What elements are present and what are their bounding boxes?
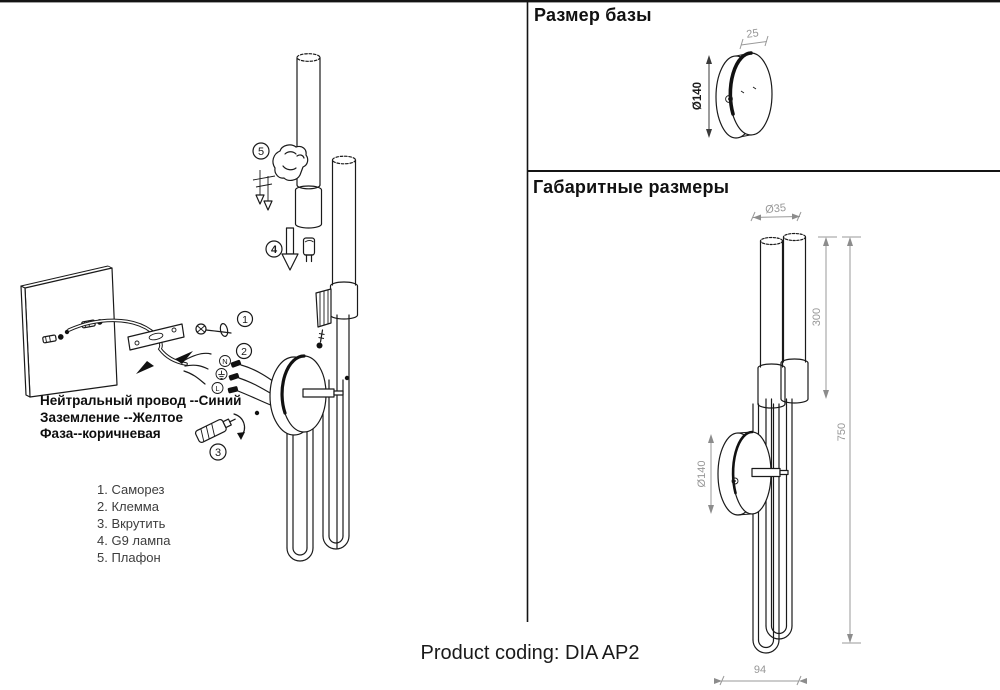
ground-terminal-icon [216, 369, 227, 380]
wire-label-neutral: Нейтральный провод --Синий [40, 393, 242, 408]
dim-base-depth [740, 27, 768, 49]
svg-text:300: 300 [811, 307, 823, 327]
dim-base-diameter-side [696, 434, 714, 514]
overall-size-drawing [696, 202, 861, 685]
svg-text:Ø35: Ø35 [764, 201, 787, 217]
svg-text:5: 5 [257, 146, 265, 158]
wire-label-phase: Фаза--коричневая [40, 426, 161, 441]
dim-tube-diameter [751, 202, 801, 221]
step-marker-4 [266, 241, 282, 257]
step-marker-5 [253, 143, 269, 159]
insert-arrow-icon [282, 228, 298, 270]
wire-terminals [212, 356, 231, 394]
terminal-neutral-label: N [222, 357, 228, 366]
svg-text:25: 25 [745, 27, 760, 41]
svg-text:Ø140: Ø140 [692, 81, 704, 111]
svg-text:3: 3 [214, 447, 222, 459]
lamp-socket [316, 289, 331, 327]
parts-list-item: 4. G9 лампа [97, 533, 171, 548]
wire-color-legend [40, 393, 241, 443]
lamp-body [255, 315, 349, 561]
base-size-drawing [692, 27, 772, 138]
svg-text:Ø140: Ø140 [696, 460, 708, 488]
g9-bulb-icon [304, 238, 315, 262]
base-size-title: Размер базы [534, 5, 652, 25]
screw-icon [196, 323, 231, 337]
wire-ends [184, 353, 211, 384]
svg-text:1: 1 [242, 313, 248, 326]
dim-bottom-width [714, 664, 807, 685]
parts-list-item: 5. Плафон [97, 550, 161, 565]
svg-text:750: 750 [836, 422, 848, 442]
parts-list-item: 3. Вкрутить [97, 516, 166, 531]
step-marker-1 [238, 312, 253, 327]
twist-down-arrows-icon [253, 170, 275, 210]
svg-text:94: 94 [753, 664, 767, 676]
lamp-base [270, 356, 343, 435]
parts-list-item: 1. Саморез [97, 482, 165, 497]
dim-base-diameter [692, 55, 712, 138]
parts-list [97, 481, 170, 566]
overall-size-title: Габаритные размеры [533, 177, 730, 197]
step-marker-3 [210, 444, 226, 460]
svg-text:4: 4 [270, 244, 278, 256]
dim-shade-height [811, 237, 837, 399]
parts-list-item: 2. Клемма [97, 499, 159, 514]
wire-label-ground: Заземление --Желтое [40, 409, 184, 425]
step-marker-2 [237, 344, 252, 359]
product-coding-label: Product coding: DIA AP2 [420, 642, 640, 664]
svg-text:2: 2 [241, 345, 247, 358]
terminal-live-label: L [215, 384, 220, 393]
hand-icon [273, 145, 308, 180]
install-arrow-icon [136, 361, 154, 374]
lamp-shade-tube [296, 54, 322, 228]
dim-total-height [836, 237, 861, 643]
